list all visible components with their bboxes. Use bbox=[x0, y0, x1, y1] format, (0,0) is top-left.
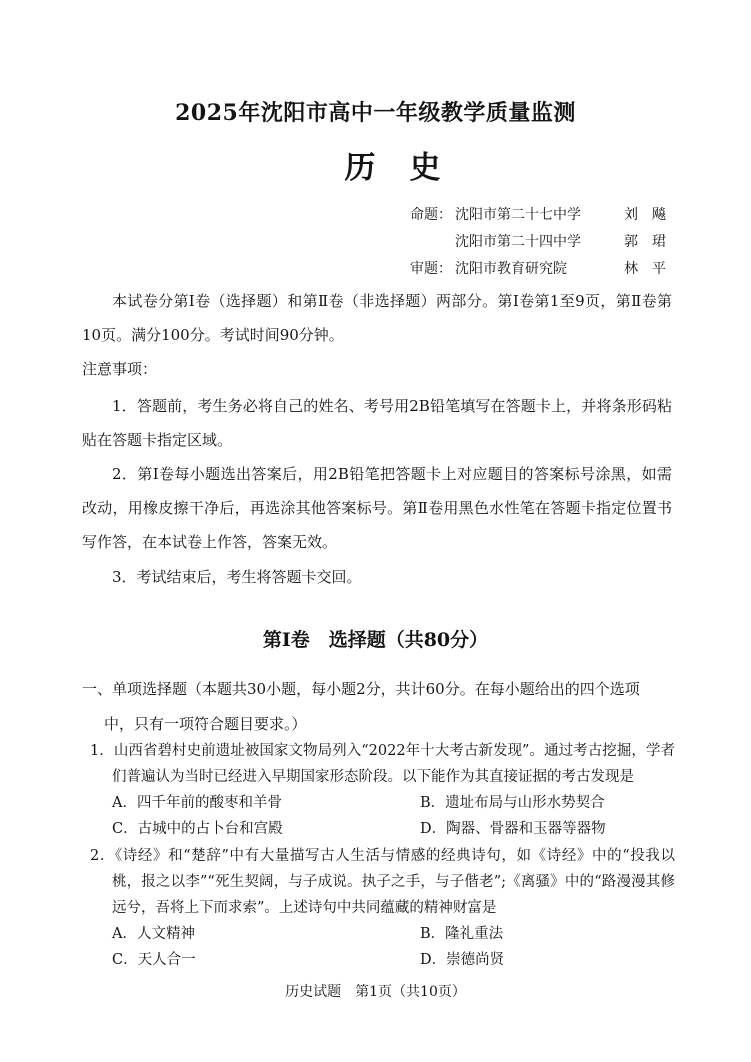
option-a[interactable]: A．四千年前的酸枣和羊骨 bbox=[112, 795, 282, 811]
author-org: 沈阳市第二十四中学 bbox=[455, 234, 581, 250]
author-role-label: 审题： bbox=[410, 261, 452, 277]
notice-item-text: 1．答题前，考生务必将自己的姓名、考号用2B铅笔填写在答题卡上，并将条形码粘贴在答题卡指定区域。 bbox=[82, 397, 672, 449]
author-name: 郭珺 bbox=[624, 234, 680, 250]
notice-item bbox=[82, 560, 672, 594]
option-b[interactable]: B．遗址布局与山形水势契合 bbox=[420, 795, 605, 811]
section-heading: 第Ⅰ卷 选择题（共80分） bbox=[262, 629, 489, 651]
author-org: 沈阳市第二十七中学 bbox=[455, 207, 581, 223]
option-list bbox=[90, 790, 675, 842]
exam-title: 2025年沈阳市高中一年级教学质量监测 bbox=[175, 100, 576, 126]
question-stem: 2．《诗经》和“楚辞”中有大量描写古人生活与情感的经典诗句，如《诗经》中的“投我以桃，报之以李”“死生契阔，与子成说。执子之手，与子偕老”;《离骚》中的“路漫漫其修远兮，吾将上下而求索”。上述诗句中共同蕴藏的精神财富是 bbox=[90, 848, 675, 916]
part-heading-line: 中，只有一项符合题目要求。） bbox=[104, 715, 307, 733]
question-1 bbox=[90, 738, 675, 842]
notice-item-text: 3．考试结束后，考生将答题卡交回。 bbox=[112, 568, 362, 586]
option-c[interactable]: C．天人合一 bbox=[112, 952, 196, 968]
author-name: 刘飚 bbox=[624, 207, 680, 223]
page-footer: 历史试题 第1页（共10页） bbox=[285, 984, 466, 1000]
author-row bbox=[410, 232, 710, 259]
author-block bbox=[410, 205, 710, 286]
notice-item bbox=[82, 457, 672, 559]
option-d[interactable]: D．崇德尚贤 bbox=[420, 952, 505, 968]
option-a[interactable]: A．人文精神 bbox=[112, 926, 195, 942]
author-role-label: 命题： bbox=[410, 207, 452, 223]
author-row bbox=[410, 259, 710, 286]
question-stem: 1．山西省碧村史前遗址被国家文物局列入“2022年十大考古新发现”。通过考古挖掘，学者们普遍认为当时已经进入早期国家形态阶段。以下能作为其直接证据的考古发现是 bbox=[90, 743, 675, 785]
subject-title: 历史 bbox=[344, 150, 475, 186]
intro-text: 本试卷分第Ⅰ卷（选择题）和第Ⅱ卷（非选择题）两部分。第Ⅰ卷第1至9页，第Ⅱ卷第10页。满分100分。考试时间90分钟。 bbox=[82, 292, 672, 344]
notice-heading: 注意事项： bbox=[82, 360, 158, 378]
notice-item-text: 2．第Ⅰ卷每小题选出答案后，用2B铅笔把答题卡上对应题目的答案标号涂黑，如需改动，用橡皮擦干净后，再选涂其他答案标号。第Ⅱ卷用黑色水性笔在答题卡指定位置书写作答，在本试卷上作答，答案无效。 bbox=[82, 465, 672, 551]
notice-item bbox=[82, 389, 672, 457]
part-heading bbox=[82, 672, 677, 742]
option-list bbox=[90, 921, 675, 973]
option-d[interactable]: D．陶器、骨器和玉器等器物 bbox=[420, 821, 606, 837]
question-2 bbox=[90, 843, 675, 973]
intro-paragraph bbox=[82, 284, 672, 352]
author-name: 林平 bbox=[624, 261, 680, 277]
part-heading-line: 一、单项选择题（本题共30小题，每小题2分，共计60分。在每小题给出的四个选项 bbox=[82, 680, 640, 698]
option-b[interactable]: B．隆礼重法 bbox=[420, 926, 504, 942]
author-row bbox=[410, 205, 710, 232]
author-org: 沈阳市教育研究院 bbox=[455, 261, 567, 277]
option-c[interactable]: C．古城中的占卜台和宫殿 bbox=[112, 821, 283, 837]
